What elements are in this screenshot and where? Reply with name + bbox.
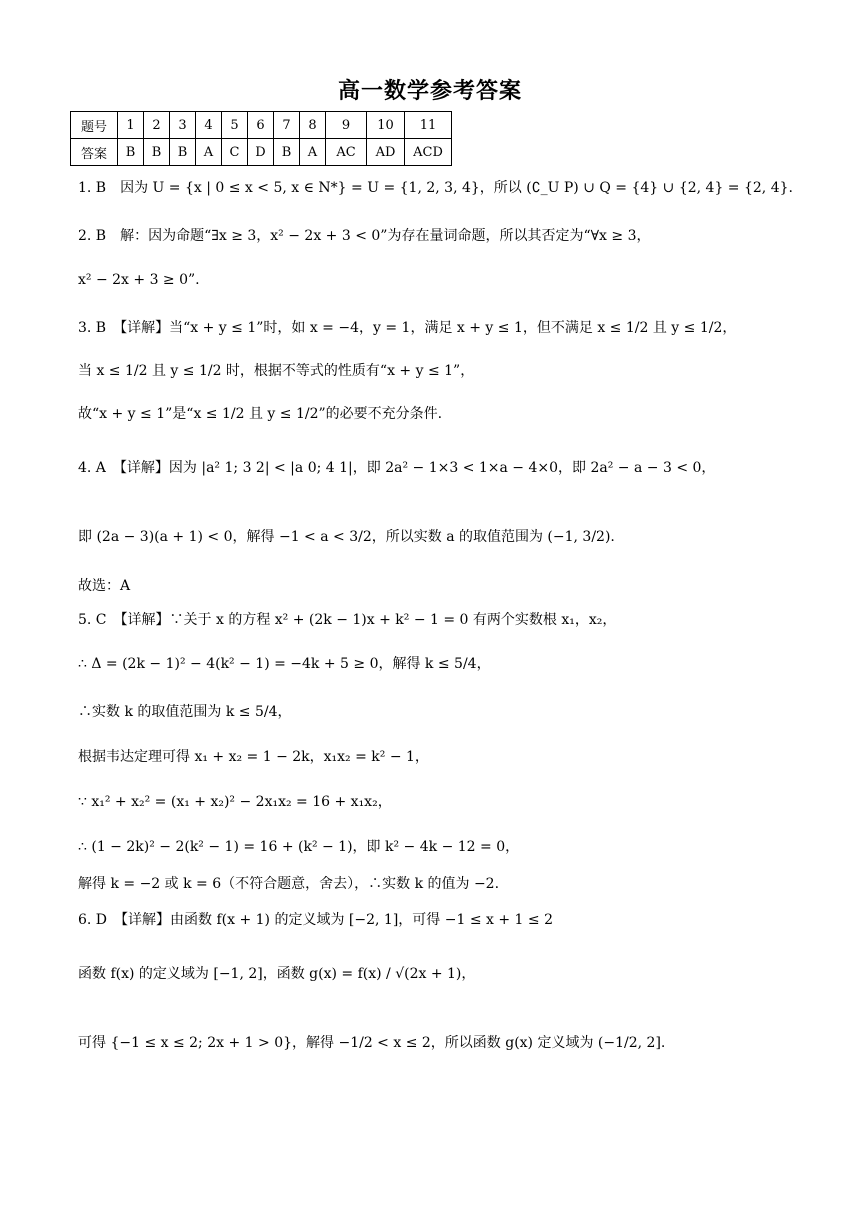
solution-line: ∴ Δ = (2k − 1)² − 4(k² − 1) = −4k + 5 ≥ 0，解得 k ≤ 5/4，: [78, 656, 491, 672]
solution-line: 即 (2a − 3)(a + 1) < 0，解得 −1 < a < 3/2，所以实数 a 的取值范围为 (−1, 3/2).: [78, 529, 615, 545]
answer-row: [71, 139, 452, 166]
answer-cell: C: [222, 139, 248, 166]
question-row: [71, 112, 452, 139]
answer-table: [70, 111, 452, 166]
question-number: 10: [367, 112, 405, 139]
question-number: 9: [326, 112, 367, 139]
answer-cell: A: [300, 139, 326, 166]
answer-cell: B: [274, 139, 300, 166]
question-number: 2: [144, 112, 170, 139]
solution-line: ∴实数 k 的取值范围为 k ≤ 5/4，: [78, 704, 292, 720]
solution-line: 4. A 【详解】因为 |a² 1; 3 2| < |a 0; 4 1|，即 2a² − 1×3 < 1×a − 4×0，即 2a² − a − 3 < 0，: [78, 460, 716, 476]
answer-cell: B: [144, 139, 170, 166]
question-number: 3: [170, 112, 196, 139]
question-number: 8: [300, 112, 326, 139]
solution-line: 故选：A: [78, 578, 131, 594]
solution-line: 可得 {−1 ≤ x ≤ 2; 2x + 1 > 0}，解得 −1/2 < x ≤ 2，所以函数 g(x) 定义域为 (−1/2, 2].: [78, 1035, 666, 1051]
question-number: 1: [118, 112, 144, 139]
solution-line: 5. C 【详解】∵关于 x 的方程 x² + (2k − 1)x + k² − 1 = 0 有两个实数根 x₁，x₂，: [78, 612, 617, 628]
solution-line: ∴ (1 − 2k)² − 2(k² − 1) = 16 + (k² − 1)，即 k² − 4k − 12 = 0，: [78, 839, 520, 855]
question-number: 6: [248, 112, 274, 139]
solution-line: 根据韦达定理可得 x₁ + x₂ = 1 − 2k，x₁x₂ = k² − 1，: [78, 749, 429, 765]
solution-line: 2. B 解：因为命题“∃x ≥ 3，x² − 2x + 3 < 0”为存在量词命题，所以其否定为“∀x ≥ 3，: [78, 228, 651, 244]
question-number: 4: [196, 112, 222, 139]
answer-cell: D: [248, 139, 274, 166]
question-number: 5: [222, 112, 248, 139]
page-title: 高一数学参考答案: [337, 79, 522, 104]
answer-cell: ACD: [405, 139, 452, 166]
answer-cell: B: [118, 139, 144, 166]
solution-line: 函数 f(x) 的定义域为 [−1, 2]，函数 g(x) = f(x) / √(2x + 1)，: [78, 966, 476, 982]
answer-cell: AD: [367, 139, 405, 166]
row-label-question: 题号: [71, 112, 118, 139]
solution-line: 故“x + y ≤ 1”是“x ≤ 1/2 且 y ≤ 1/2”的必要不充分条件.: [78, 406, 443, 422]
answer-cell: AC: [326, 139, 367, 166]
question-number: 11: [405, 112, 452, 139]
solution-line: 1. B 因为 U = {x | 0 ≤ x < 5, x ∈ N*} = U = {1, 2, 3, 4}，所以 (∁_U P) ∪ Q = {4} ∪ {2, 4} = {2, 4}.: [78, 180, 793, 196]
answer-cell: B: [170, 139, 196, 166]
solution-line: 当 x ≤ 1/2 且 y ≤ 1/2 时，根据不等式的性质有“x + y ≤ 1”，: [78, 363, 475, 379]
row-label-answer: 答案: [71, 139, 118, 166]
solution-line: 6. D 【详解】由函数 f(x + 1) 的定义域为 [−2, 1]，可得 −1 ≤ x + 1 ≤ 2: [78, 912, 553, 928]
question-number: 7: [274, 112, 300, 139]
solution-line: x² − 2x + 3 ≥ 0”.: [78, 272, 200, 288]
answer-cell: A: [196, 139, 222, 166]
solution-line: 3. B 【详解】当“x + y ≤ 1”时，如 x = −4，y = 1，满足 x + y ≤ 1，但不满足 x ≤ 1/2 且 y ≤ 1/2，: [78, 320, 737, 336]
solution-line: ∵ x₁² + x₂² = (x₁ + x₂)² − 2x₁x₂ = 16 + x₁x₂，: [78, 794, 392, 810]
solution-line: 解得 k = −2 或 k = 6（不符合题意，舍去），∴实数 k 的值为 −2.: [78, 876, 500, 892]
